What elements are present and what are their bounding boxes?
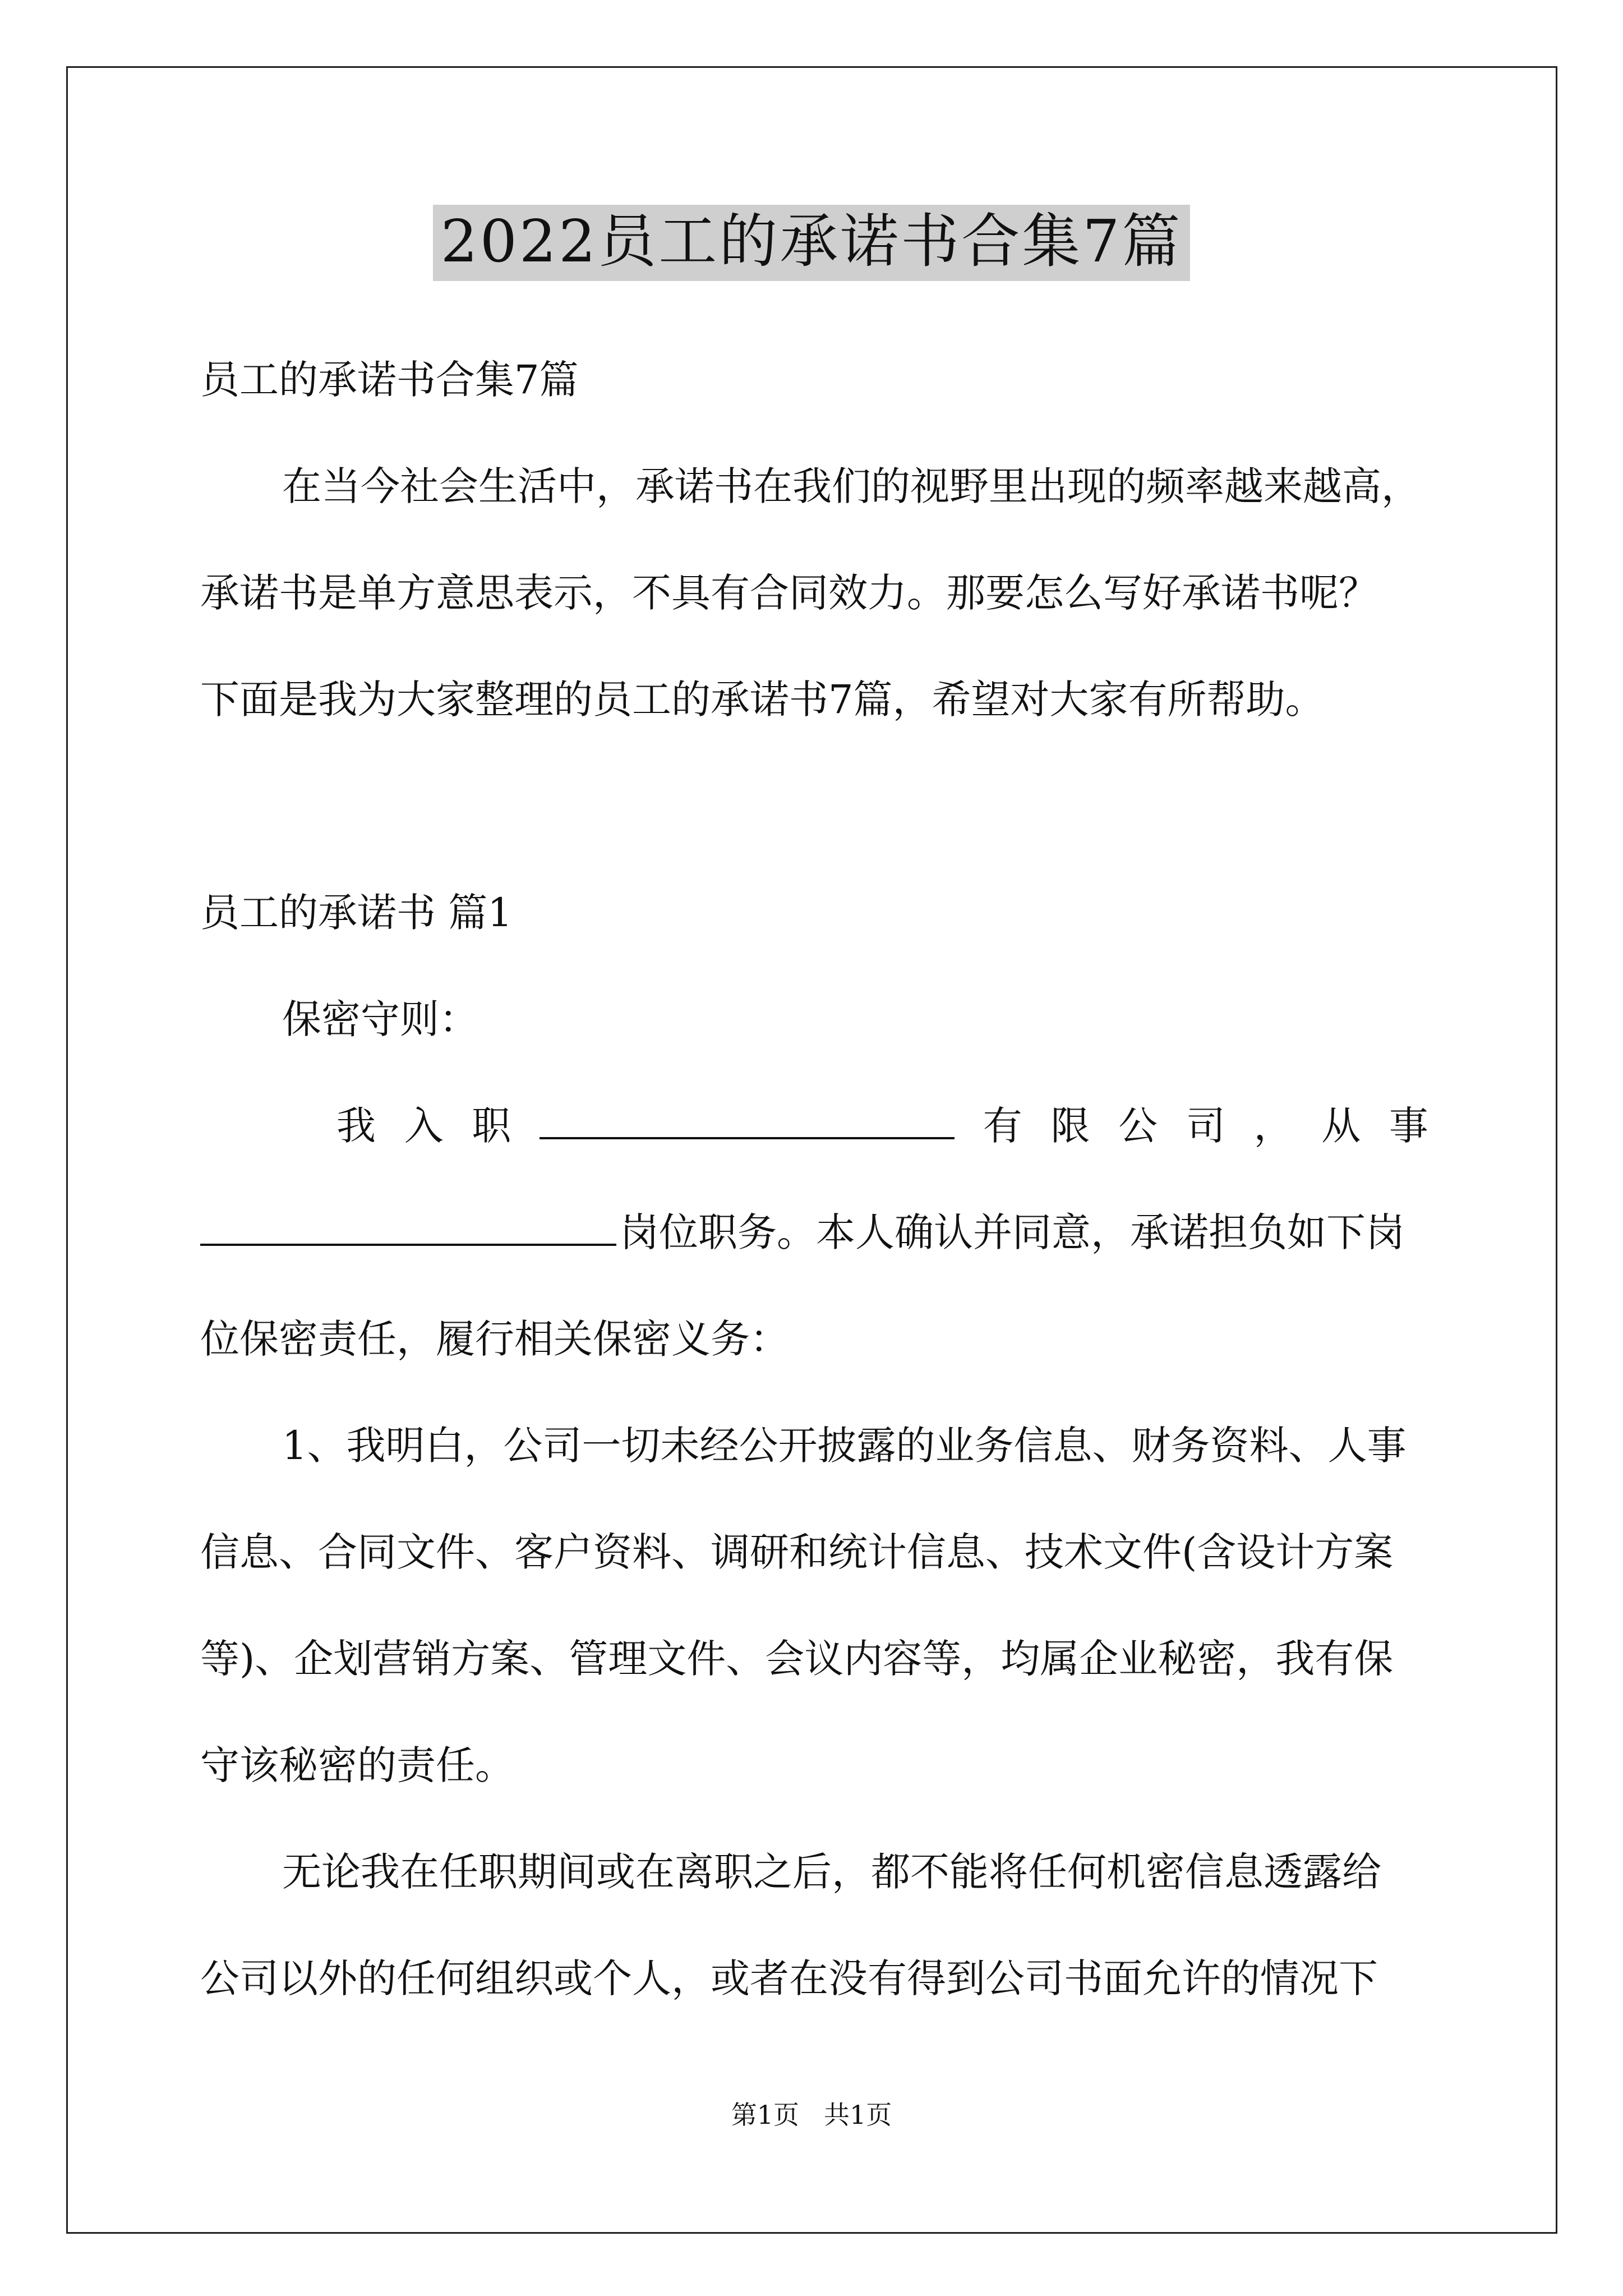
entry-word: 入 [404,1103,444,1149]
entry-line-2 [200,1207,1428,1258]
item1-line-1: 1、我明白，公司一切未经公开披露的业务信息、财务资料、人事 [282,1423,1407,1469]
position-blank [200,1211,616,1246]
entry-line-3: 位保密责任，履行相关保密义务： [200,1316,789,1362]
rule-title: 保密守则： [282,996,478,1042]
title-block [0,205,1623,281]
item1-line-2: 信息、合同文件、客户资料、调研和统计信息、技术文件(含设计方案 [200,1529,1394,1575]
entry-word: ， [1253,1103,1293,1149]
para2-line-2: 公司以外的任何组织或个人，或者在没有得到公司书面允许的情况下 [200,1955,1378,2001]
intro-line-2: 承诺书是单方意思表示，不具有合同效力。那要怎么写好承诺书呢？ [200,570,1378,616]
entry-line-1 [336,1101,1428,1151]
item1-line-4: 守该秘密的责任。 [200,1742,514,1788]
entry-word: 司 [1186,1103,1225,1149]
entry-word: 我 [336,1103,376,1149]
page-footer [0,2098,1623,2132]
intro-line-1: 在当今社会生活中，承诺书在我们的视野里出现的频率越来越高， [282,463,1421,509]
item1-line-3: 等)、企划营销方案、管理文件、会议内容等，均属企业秘密，我有保 [200,1636,1394,1682]
intro-line-3: 下面是我为大家整理的员工的承诺书7篇，希望对大家有所帮助。 [200,677,1325,723]
company-name-blank [540,1105,955,1139]
entry-word: 限 [1050,1103,1090,1149]
entry-line-2-text: 岗位职务。本人确认并同意，承诺担负如下岗 [620,1209,1405,1255]
entry-word: 从 [1321,1103,1361,1149]
subtitle: 员工的承诺书合集7篇 [200,357,579,403]
entry-word: 有 [983,1103,1022,1149]
entry-word: 公 [1118,1103,1158,1149]
para2-line-1: 无论我在任职期间或在离职之后，都不能将任何机密信息透露给 [282,1849,1381,1895]
section-heading: 员工的承诺书 篇1 [200,890,513,936]
page-total: 共1页 [824,2100,892,2130]
document-title: 2022员工的承诺书合集7篇 [433,205,1191,281]
entry-word: 事 [1389,1103,1428,1149]
page-number: 第1页 [731,2100,799,2130]
entry-word: 职 [472,1103,511,1149]
